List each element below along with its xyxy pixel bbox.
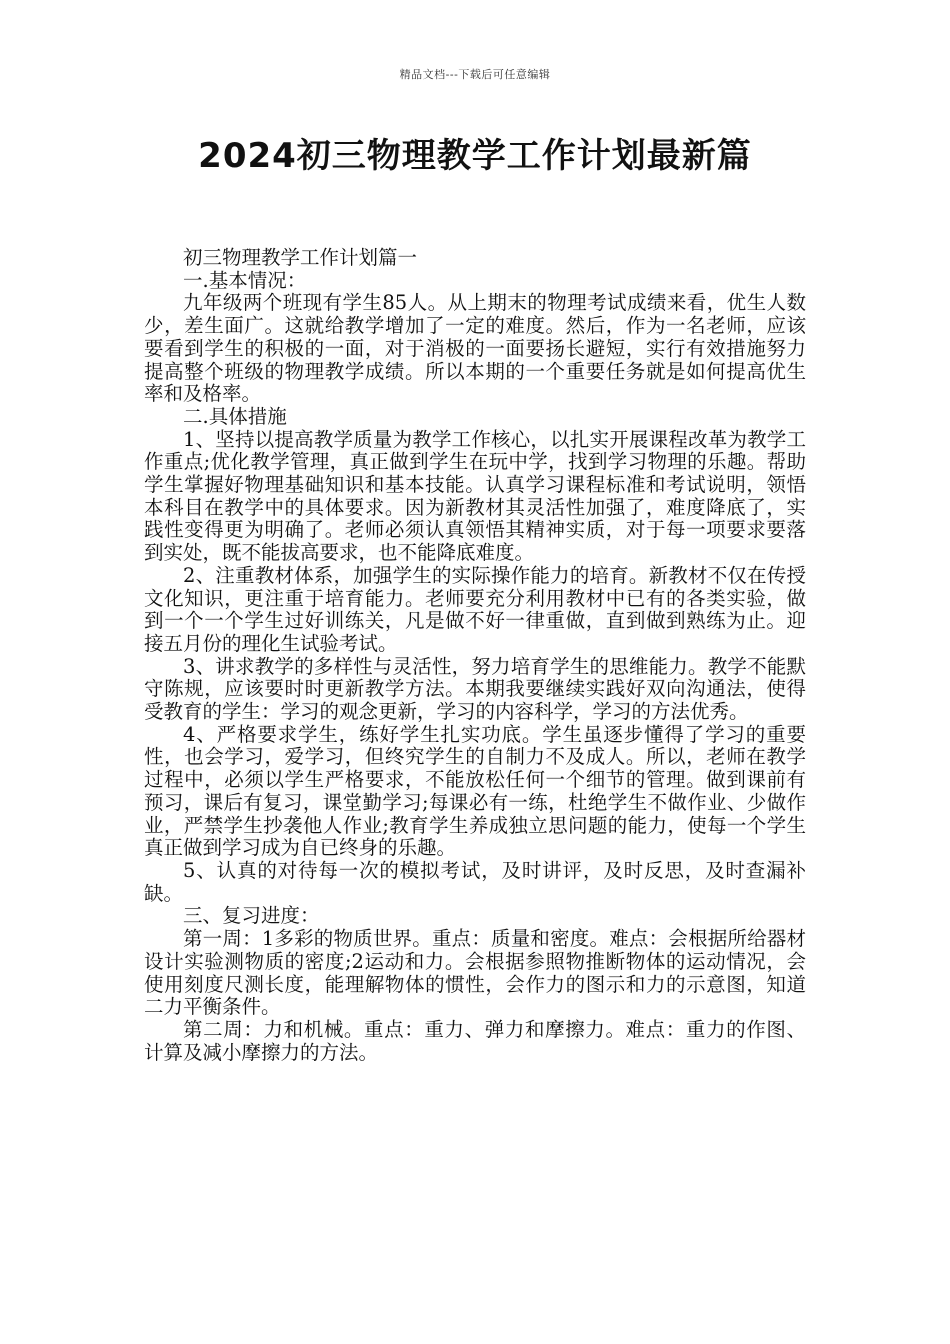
- document-title: 2024初三物理教学工作计划最新篇: [198, 136, 752, 176]
- paragraph: 1、坚持以提高教学质量为教学工作核心，以扎实开展课程改革为教学工作重点;优化教学管理，真正做到学生在玩中学，找到学习物理的乐趣。帮助学生掌握好物理基础知识和基本技能。认真学习课程标准和考试说明，领悟本科目在教学中的具体要求。因为新教材其灵活性加强了，难度降底了，实践性变得更为明确了。老师必须认真领悟其精神实质，对于每一项要求要落到实处，既不能拔高要求，也不能降底难度。: [144, 427, 806, 565]
- section-heading: 初三物理教学工作计划篇一: [183, 246, 418, 269]
- paragraph: 2、注重教材体系，加强学生的实际操作能力的培育。新教材不仅在传授文化知识，更注重于培育能力。老师要充分利用教材中已有的各类实验，做到一个一个学生过好训练关，凡是做不好一律重做，直到做到熟练为止。迎接五月份的理化生试验考试。: [144, 563, 806, 655]
- header-note: 精品文档---下载后可任意编辑: [399, 68, 551, 81]
- paragraph: 3、讲求教学的多样性与灵活性，努力培育学生的思维能力。教学不能默守陈规，应该要时时更新教学方法。本期我要继续实践好双向沟通法，使得受教育的学生：学习的观念更新，学习的内容科学，学习的方法优秀。: [144, 654, 806, 724]
- paragraph: 第一周：1多彩的物质世界。重点：质量和密度。难点：会根据所给器材设计实验测物质的密度;2运动和力。会根据参照物推断物体的运动情况，会使用刻度尺测长度，能理解物体的惯性，会作力的图示和力的示意图，知道二力平衡条件。: [144, 927, 806, 1019]
- subheading-basic-situation: 一.基本情况：: [183, 268, 307, 292]
- subheading-measures: 二.具体措施: [183, 404, 287, 428]
- paragraph: 第二周：力和机械。重点：重力、弹力和摩擦力。难点：重力的作图、计算及减小摩擦力的方法。: [144, 1017, 806, 1064]
- paragraph: 5、认真的对待每一次的模拟考试，及时讲评，及时反思，及时查漏补缺。: [144, 858, 806, 905]
- document-body: [144, 247, 806, 1064]
- subheading-review-schedule: 三、复习进度：: [183, 904, 320, 928]
- paragraph: 九年级两个班现有学生85人。从上期末的物理考试成绩来看，优生人数少，差生面广。这就给教学增加了一定的难度。然后，作为一名老师，应该要看到学生的积极的一面，对于消极的一面要扬长避短，实行有效措施努力提高整个班级的物理教学成绩。所以本期的一个重要任务就是如何提高优生率和及格率。: [144, 291, 806, 406]
- paragraph: 4、严格要求学生，练好学生扎实功底。学生虽逐步懂得了学习的重要性，也会学习，爱学习，但终究学生的自制力不及成人。所以，老师在教学过程中，必须以学生严格要求，不能放松任何一个细节的管理。做到课前有预习，课后有复习，课堂勤学习;每课必有一练，杜绝学生不做作业、少做作业，严禁学生抄袭他人作业;教育学生养成独立思问题的能力，使每一个学生真正做到学习成为自已终身的乐趣。: [144, 722, 806, 860]
